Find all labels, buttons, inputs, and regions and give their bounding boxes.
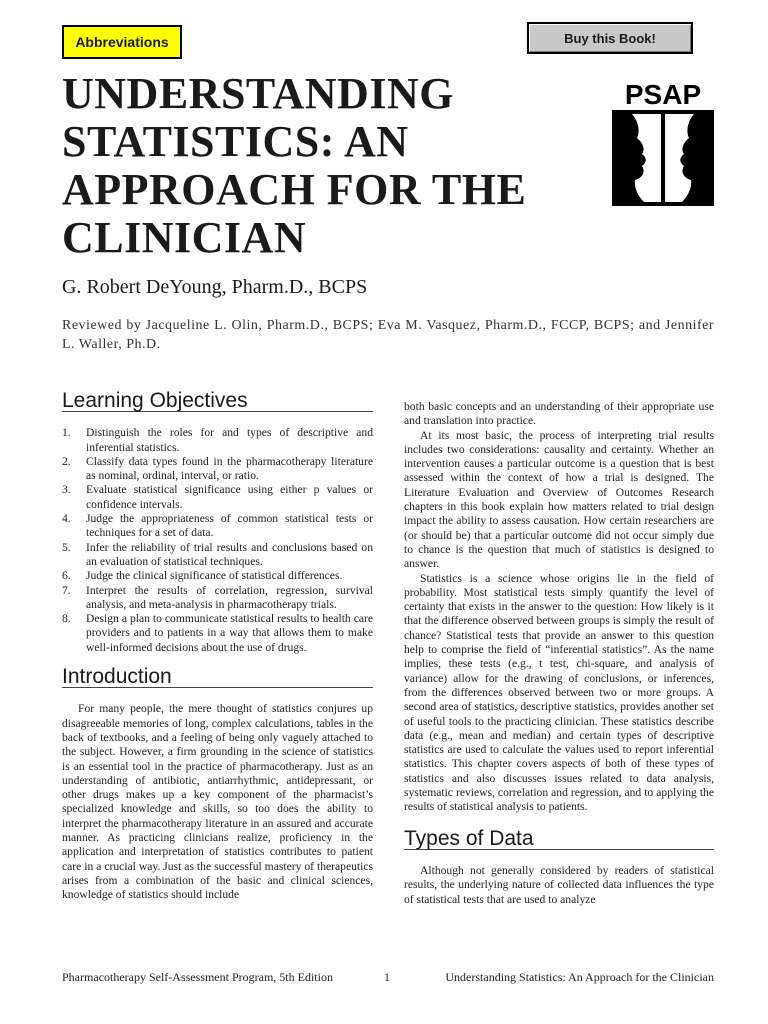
footer-page-number: 1 [384,970,390,984]
list-item [62,483,373,512]
list-item [62,426,373,455]
list-item-text: Design a plan to communicate statistical results to health care providers and to patients in a way that allows them to make well-informed decisions about the use of drugs. [86,612,373,654]
list-item [62,612,373,655]
body-paragraph: At its most basic, the process of interpreting trial results includes two considerations: causality and certainty. Whether an intervention causes a particular outcome is a question that is best assessed within the context of how a trial is designed. The Literature Evaluation and Overview of Outcomes Research chapters in this book explain how matters related to trial design impact the ability to assess causation. How certain researchers are (or should be) that a particular outcome did not occur simply due to chance is the question that much of statistics is designed to answer. [404,428,714,571]
buy-book-button[interactable]: Buy this Book! [527,22,693,54]
list-item-number: 2. [62,454,71,468]
list-item [62,541,373,570]
list-item [62,455,373,484]
list-item-text: Evaluate statistical significance using either p values or confidence intervals. [86,483,373,511]
author-name: G. Robert DeYoung, Pharm.D., BCPS [62,276,368,298]
list-item-number: 1. [62,426,71,440]
introduction-heading: Introduction [62,670,373,688]
learning-objectives-list [62,426,373,655]
introduction-paragraph: For many people, the mere thought of statistics conjures up disagreeable memories of long, complex calculations, tables in the back of textbooks, and a feeling of being only vaguely attached to the subject. However, a firm grounding in the science of statistics is an essential tool in the practice of pharmacotherapy. Just as an understanding of antibiotic, antiarrhythmic, antidepressant, or other drugs makes up a key component of the pharmacist’s specialized knowledge and skills, so too does the ability to interpret the pharmacotherapy literature in an assured and accurate manner. As practicing clinicians realize, proficiency in the application and interpretation of statistics contributes to patient care in a crucial way. Just as the successful mastery of therapeutics arises from a combination of the basic and clinical sciences, knowledge of statistics should include [62,702,373,902]
list-item-text: Infer the reliability of trial results and conclusions based on an evaluation of statistical techniques. [86,540,373,568]
list-item [62,569,373,583]
left-column [62,389,373,903]
list-item-number: 7. [62,583,71,597]
list-item-text: Distinguish the roles for and types of descriptive and inferential statistics. [86,426,373,454]
list-item-number: 6. [62,569,71,583]
list-item-number: 3. [62,483,71,497]
list-item-text: Judge the clinical significance of statistical differences. [86,569,343,583]
psap-logo-text: PSAP [624,80,702,110]
types-of-data-heading: Types of Data [404,832,714,850]
continuation-paragraph: both basic concepts and an understanding of their appropriate use and translation into practice. [404,400,714,428]
footer-chapter-title: Understanding Statistics: An Approach for the Clinician [445,970,714,984]
footer-publication: Pharmacotherapy Self-Assessment Program, 5th Edition [62,970,333,984]
learning-objectives-heading: Learning Objectives [62,394,373,412]
list-item-number: 8. [62,612,71,626]
list-item-text: Interpret the results of correlation, regression, survival analysis, and meta-analysis in pharmacotherapy trials. [86,583,373,611]
page-title: UNDERSTANDING STATISTICS: AN APPROACH FOR THE CLINICIAN [62,69,527,262]
list-item-number: 4. [62,512,71,526]
types-of-data-paragraph: Although not generally considered by readers of statistical results, the underlying nature of collected data influences the type of statistical tests that are used to analyze [404,863,714,906]
list-item-number: 5. [62,540,71,554]
psap-logo [612,80,714,206]
body-paragraph: Statistics is a science whose origins lie in the field of probability. Most statistical tests simply quantify the level of certainty that exists in the answer to the question: How likely is it that the difference observed between groups is simply the result of chance? Statistical tests that provide an answer to this question help to comprise the field of “inferential statistics”. As the name implies, these tests (e.g., t test, chi-square, and analysis of variance) allow for the drawing of conclusions, or inferences, from the differences observed between two or more groups. A second area of statistics, descriptive statistics, provides another set of useful tools to the practicing clinician. These statistics describe data (e.g., mean and median) and certain types of descriptive statistics are used to calculate the values used to report inferential statistics. This chapter covers aspects of both of these types of statistics and also discusses issues related to data analysis, systematic reviews, correlation and regression, and to applying the results of statistical analysis to patients. [404,571,714,814]
list-item [62,584,373,613]
right-column [404,400,714,907]
reviewers-line: Reviewed by Jacqueline L. Olin, Pharm.D., BCPS; Eva M. Vasquez, Pharm.D., FCCP, BCPS; and Jennifer L. Waller, Ph.D. [62,318,714,352]
list-item-text: Classify data types found in the pharmacotherapy literature as nominal, ordinal, interval, or ratio. [86,454,373,483]
abbreviations-button[interactable]: Abbreviations [62,25,182,59]
page-footer [62,970,714,986]
list-item [62,512,373,541]
list-item-text: Judge the appropriateness of common statistical tests or techniques for a set of data. [86,512,373,540]
